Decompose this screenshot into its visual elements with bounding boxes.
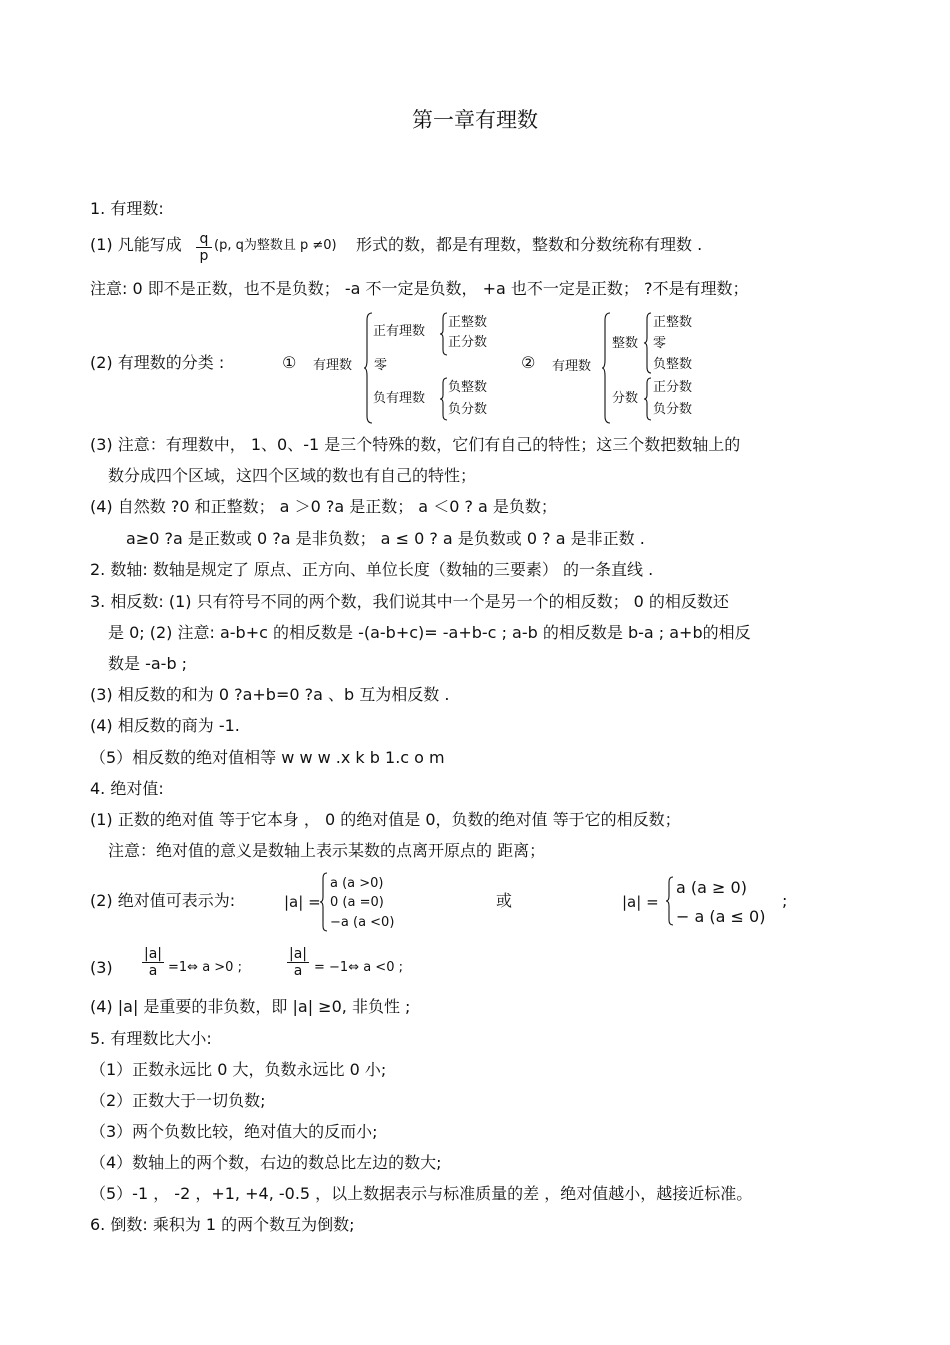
- tree2-fraction: 分数: [612, 391, 639, 406]
- sec3-line2: 是 0; (2) 注意: a-b+c 的相反数是 -(a-b+c)= -a+b-c ; a-b 的相反数是 b-a ; a+b的相反: [108, 623, 751, 642]
- sec1-p1-suffix: 形式的数，都是有理数，整数和分数统称有理数 .: [356, 235, 703, 254]
- tree1-negative-fraction: 负分数: [448, 402, 488, 417]
- abs-case-negative: −a (a <0): [330, 915, 395, 930]
- circled-two-marker: ②: [521, 353, 536, 372]
- abs-definition-1-lhs: |a| =: [284, 893, 321, 911]
- sec3-line1: 3. 相反数: (1) 只有符号不同的两个数，我们说其中一个是另一个的相反数； 0 的相反数还: [90, 592, 729, 611]
- tree2-fraction-brace: [644, 377, 652, 421]
- circled-one-marker: ①: [282, 353, 297, 372]
- sec5-item-3: （3）两个负数比较，绝对值大的反而小;: [90, 1122, 378, 1141]
- sec1-p3-line1: (3) 注意：有理数中， 1、0、-1 是三个特殊的数，它们有自己的特性；这三个数把数轴上的: [90, 435, 741, 454]
- tree2-negative-integer: 负整数: [653, 357, 693, 372]
- section-1-heading: 1. 有理数:: [90, 199, 164, 218]
- tree2-main-brace: [602, 312, 612, 424]
- sec3-line3: 数是 -a-b ;: [108, 654, 188, 673]
- page-title: 第一章有理数: [412, 108, 538, 132]
- fraction-q-over-p: [196, 231, 212, 264]
- fraction-denominator: a: [293, 963, 303, 979]
- semicolon: ;: [782, 891, 788, 910]
- tree1-positive-fraction: 正分数: [448, 335, 488, 350]
- abs-case2-nonpositive: − a (a ≤ 0): [676, 907, 766, 926]
- tree2-integer-brace: [644, 312, 652, 374]
- sec1-p1-prefix: (1) 凡能写成: [90, 235, 182, 254]
- section-6-reciprocal: 6. 倒数: 乘积为 1 的两个数互为倒数;: [90, 1215, 355, 1234]
- sign-rule-positive: =1⇔ a >0 ;: [168, 960, 242, 975]
- sec1-p1-condition: (p, q为整数且 p ≠0): [214, 238, 337, 253]
- sec1-p4-line1: (4) 自然数 ?0 和正整数； a ＞0 ?a 是正数； a ＜0 ? a 是负数；: [90, 497, 557, 516]
- section-5-heading: 5. 有理数比大小:: [90, 1029, 212, 1048]
- sec3-p4: (4) 相反数的商为 -1.: [90, 716, 240, 735]
- tree2-positive-fraction: 正分数: [653, 380, 693, 395]
- fraction-denominator: p: [199, 248, 209, 264]
- section-2-number-line: 2. 数轴: 数轴是规定了 原点、正方向、单位长度（数轴的三要素） 的一条直线 .: [90, 560, 654, 579]
- sec4-p2-label: (2) 绝对值可表示为:: [90, 891, 236, 910]
- abs-case-zero: 0 (a =0): [330, 895, 384, 910]
- tree1-negative-brace: [440, 377, 448, 421]
- fraction-numerator: |a|: [144, 946, 163, 962]
- fraction-numerator: |a|: [289, 946, 308, 962]
- sec1-note: 注意: 0 即不是正数，也不是负数； -a 不一定是负数， +a 也不一定是正数； ?不是有理数；: [90, 279, 749, 298]
- sec1-p3-line2: 数分成四个区域，这四个区域的数也有自己的特性；: [108, 466, 477, 485]
- abs-definition-2-lhs: |a| =: [622, 893, 659, 911]
- tree2-negative-fraction: 负分数: [653, 402, 693, 417]
- sec5-item-4: （4）数轴上的两个数，右边的数总比左边的数大;: [90, 1153, 442, 1172]
- fraction-abs-a-over-a-2: [287, 946, 309, 979]
- sec4-p1: (1) 正数的绝对值 等于它本身 ， 0 的绝对值是 0，负数的绝对值 等于它的相反数；: [90, 810, 681, 829]
- sec1-p4-line2: a≥0 ?a 是正数或 0 ?a 是非负数； a ≤ 0 ? a 是负数或 0 ? a 是非正数 .: [126, 529, 645, 548]
- sec5-item-2: （2）正数大于一切负数;: [90, 1091, 266, 1110]
- sec4-note: 注意：绝对值的意义是数轴上表示某数的点离开原点的 距离；: [108, 841, 546, 860]
- sec4-p4: (4) |a| 是重要的非负数，即 |a| ≥0, 非负性 ;: [90, 997, 411, 1016]
- fraction-abs-a-over-a-1: [142, 946, 164, 979]
- fraction-denominator: a: [148, 963, 158, 979]
- tree2-integer: 整数: [612, 336, 639, 351]
- tree1-negative-integer: 负整数: [448, 380, 488, 395]
- tree2-positive-integer: 正整数: [653, 315, 693, 330]
- tree1-root: 有理数: [313, 358, 353, 373]
- tree1-positive-brace: [440, 312, 448, 356]
- sec5-item-5: （5）-1 ， -2 ，+1, +4, -0.5 ，以上数据表示与标准质量的差 ，绝对值越小，越接近标准。: [90, 1184, 753, 1203]
- abs-definition-2-brace: [666, 876, 674, 926]
- tree1-positive: 正有理数: [373, 324, 426, 339]
- sign-rule-negative: = −1⇔ a <0 ;: [314, 960, 403, 975]
- sec1-p2-label: (2) 有理数的分类 :: [90, 353, 225, 372]
- section-4-heading: 4. 绝对值:: [90, 779, 164, 798]
- sec3-p3: (3) 相反数的和为 0 ?a+b=0 ?a 、b 互为相反数 .: [90, 685, 450, 704]
- abs-case-positive: a (a >0): [330, 876, 384, 891]
- tree1-positive-integer: 正整数: [448, 315, 488, 330]
- sec5-item-1: （1）正数永远比 0 大，负数永远比 0 小;: [90, 1060, 387, 1079]
- tree1-negative: 负有理数: [373, 391, 426, 406]
- tree2-zero: 零: [653, 336, 667, 351]
- abs-definition-1-brace: [320, 872, 328, 932]
- abs-case2-nonnegative: a (a ≥ 0): [676, 878, 747, 897]
- sec3-p5: （5）相反数的绝对值相等 w w w .x k b 1.c o m: [90, 748, 445, 767]
- sec4-p3-label: (3): [90, 958, 113, 977]
- tree2-root: 有理数: [552, 359, 592, 374]
- tree1-zero: 零: [374, 358, 388, 373]
- fraction-numerator: q: [196, 231, 212, 248]
- or-word: 或: [496, 891, 513, 910]
